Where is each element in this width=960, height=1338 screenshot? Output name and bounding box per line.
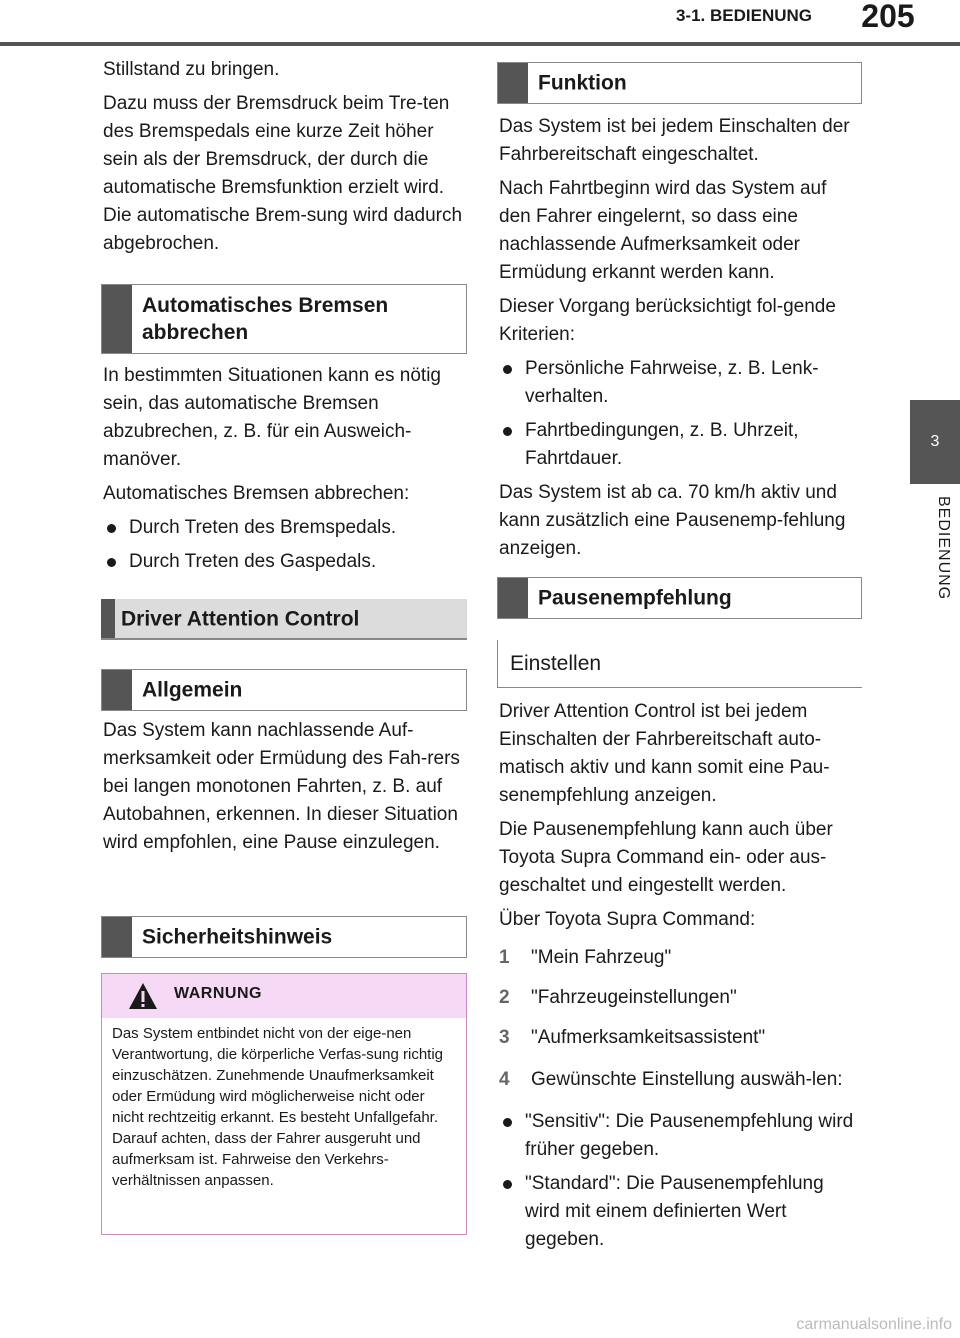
warning-header [102,974,466,1018]
subheading-text: Einstellen [510,652,602,675]
page-number: 205 [861,0,915,34]
heading-funktion [497,62,862,104]
paragraph: Dazu muss der Bremsdruck beim Tre-ten des Bremspedals eine kurze Zeit höher sein als der Bremsdruck, der durch die automatische Bremsfunktion erzielt wird. Die automatische Brem-sung wird dadurch abgebrochen. [103,93,463,254]
chapter-tab [910,400,960,484]
paragraph: Dieser Vorgang berücksichtigt fol-gende Kriterien: [499,296,836,345]
heading-text: Funktion [538,71,627,95]
step-item: 4 Gewünschte Einstellung auswäh-len: [499,1064,861,1096]
bullet-icon [107,558,116,567]
step-number: 2 [499,987,510,1008]
bullet-icon [503,365,512,374]
step-item: 3 "Aufmerksamkeitsassistent" [499,1024,861,1052]
paragraph: Nach Fahrtbeginn wird das System auf den Fahrer eingelernt, so dass eine nachlassende Aufmerksamkeit oder Ermüdung erkannt werden kann. [499,178,827,283]
right-einstellen [499,698,861,1260]
heading-text: Allgemein [142,678,243,702]
paragraph: In bestimmten Situationen kann es nötig sein, das automatische Bremsen abzubrechen, z. B. für ein Ausweich-manöver. [103,365,441,470]
heading-bar [498,578,528,618]
heading-bar [102,285,132,353]
step-number: 1 [499,947,510,968]
heading-text: Pausenempfehlung [538,586,732,610]
step-item: 2 "Fahrzeugeinstellungen" [499,984,861,1012]
bullet-icon [503,1180,512,1189]
right-funktion [499,113,861,569]
list-item: "Sensitiv": Die Pausenempfehlung wird früher gegeben. [499,1108,861,1164]
paragraph: Die Pausenempfehlung kann auch über Toyota Supra Command ein- oder aus-geschaltet und eingestellt werden. [499,819,833,896]
bullet-icon [503,1118,512,1127]
chapter-label: BEDIENUNG [935,496,952,601]
paragraph: Das System ist bei jedem Einschalten der Fahrbereitschaft eingeschaltet. [499,116,850,165]
heading-pausenempfehlung [497,577,862,619]
step-item: 1 "Mein Fahrzeug" [499,944,861,972]
heading-sicherheitshinweis [101,916,467,958]
heading-text: Sicherheitshinweis [142,925,333,949]
heading-bar [101,599,115,638]
heading-bar [102,670,132,710]
left-abbrechen [103,362,463,582]
watermark: carmanualsonline.info [796,1316,952,1333]
list-item: Durch Treten des Bremspedals. [103,514,463,542]
section-title: 3-1. BEDIENUNG [675,6,812,25]
paragraph: Über Toyota Supra Command: [499,909,756,930]
heading-allgemein [101,669,467,711]
heading-bar [498,63,528,103]
warning-icon [128,982,158,1010]
chapter-number: 3 [930,433,940,450]
subheading-einstellen [497,640,862,688]
list-item: Durch Treten des Gaspedals. [103,548,463,576]
list-item: "Standard": Die Pausenempfehlung wird mit einem definierten Wert gegeben. [499,1170,861,1254]
paragraph: Driver Attention Control ist bei jedem Einschalten der Fahrbereitschaft auto-matisch aktiv und kann somit eine Pau-senempfehlung anzeigen. [499,701,830,806]
header-divider [0,42,960,46]
step-number: 4 [499,1069,510,1090]
warning-label: WARNUNG [174,985,262,1002]
paragraph: Das System ist ab ca. 70 km/h aktiv und kann zusätzlich eine Pausenemp-fehlung anzeigen. [499,482,846,559]
left-allgemein [103,717,465,863]
heading-text: Driver Attention Control [121,607,360,630]
warning-box [101,973,467,1235]
list-item: Fahrtbedingungen, z. B. Uhrzeit, Fahrtdauer. [499,417,861,473]
left-intro [103,56,463,264]
list-item: Persönliche Fahrweise, z. B. Lenk-verhalten. [499,355,861,411]
bullet-icon [107,524,116,533]
paragraph: Stillstand zu bringen. [103,59,280,80]
heading-automatisches-bremsen-abbrechen [101,284,467,354]
paragraph: Automatisches Bremsen abbrechen: [103,483,410,504]
warning-text: Das System entbindet nicht von der eige-nen Verantwortung, die körperliche Verfas-sung richtig einzuschätzen. Zunehmende Unaufmerksamkeit oder Ermüdung wird möglicherweise nicht oder nicht rechtzeitig erkannt. Es besteht Unfallgefahr. Darauf achten, dass der Fahrer ausgeruht und aufmerksam ist. Fahrweise den Verkehrs-verhältnissen anpassen. [112,1025,444,1189]
paragraph: Das System kann nachlassende Auf-merksamkeit oder Ermüdung des Fah-rers bei langen monotonen Fahrten, z. B. auf Autobahnen, erkennen. In dieser Situation wird empfohlen, eine Pause einzulegen. [103,720,460,853]
heading-driver-attention-control [101,599,467,640]
heading-bar [102,917,132,957]
bullet-icon [503,427,512,436]
step-number: 3 [499,1027,510,1048]
heading-text: Automatisches Bremsen abbrechen [142,294,389,344]
